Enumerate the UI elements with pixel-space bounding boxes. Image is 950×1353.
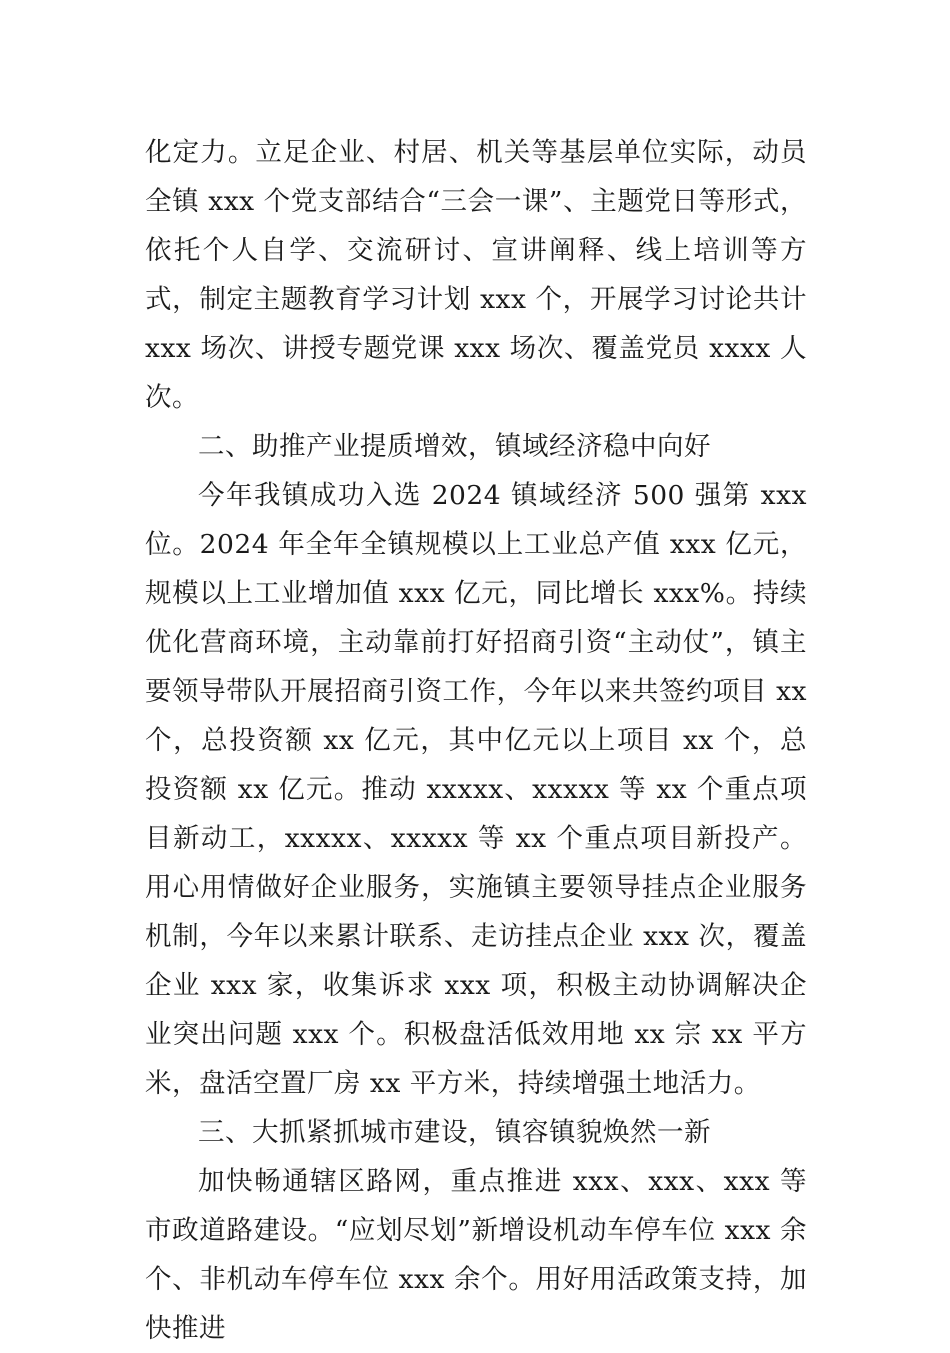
paragraph-road-network: 加快畅通辖区路网，重点推进 xxx、xxx、xxx 等市政道路建设。“应划尽划”新增设机动车停车位 xxx 余个、非机动车停车位 xxx 余个。用好用活政策支持，加快推进 xyxy=(145,1166,807,1344)
paragraph-economy: 今年我镇成功入选 2024 镇域经济 500 强第 xxx 位。2024 年全年全镇规模以上工业总产值 xxx 亿元，规模以上工业增加值 xxx 亿元，同比增长 xxx%。持续优化营商环境，主动靠前打好招商引资“主动仗”，镇主要领导带队开展招商引资工作，今年以来共签约项目 xx 个，总投资额 xx 亿元，其中亿元以上项目 xx 个，总投资额 xx 亿元。推动 xxxxx、xxxxx 等 xx 个重点项目新动工，xxxxx、xxxxx 等 xx 个重点项目新投产。用心用情做好企业服务，实施镇主要领导挂点企业服务机制，今年以来累计联系、走访挂点企业 xxx 次，覆盖企业 xxx 家，收集诉求 xxx 项，积极主动协调解决企业突出问题 xxx 个。积极盘活低效用地 xx 宗 xx 平方米，盘活空置厂房 xx 平方米，持续增强土地活力。 xyxy=(145,480,807,1099)
document-page xyxy=(145,128,807,1353)
paragraph-party-study: 化定力。立足企业、村居、机关等基层单位实际，动员全镇 xxx 个党支部结合“三会一课”、主题党日等形式，依托个人自学、交流研讨、宣讲阐释、线上培训等方式，制定主题教育学习计划 xxx 个，开展学习讨论共计 xxx 场次、讲授专题党课 xxx 场次、覆盖党员 xxxx 人次。 xyxy=(145,137,807,413)
section-heading-industry: 二、助推产业提质增效，镇域经济稳中向好 xyxy=(198,431,711,462)
section-heading-urban: 三、大抓紧抓城市建设，镇容镇貌焕然一新 xyxy=(198,1117,711,1148)
